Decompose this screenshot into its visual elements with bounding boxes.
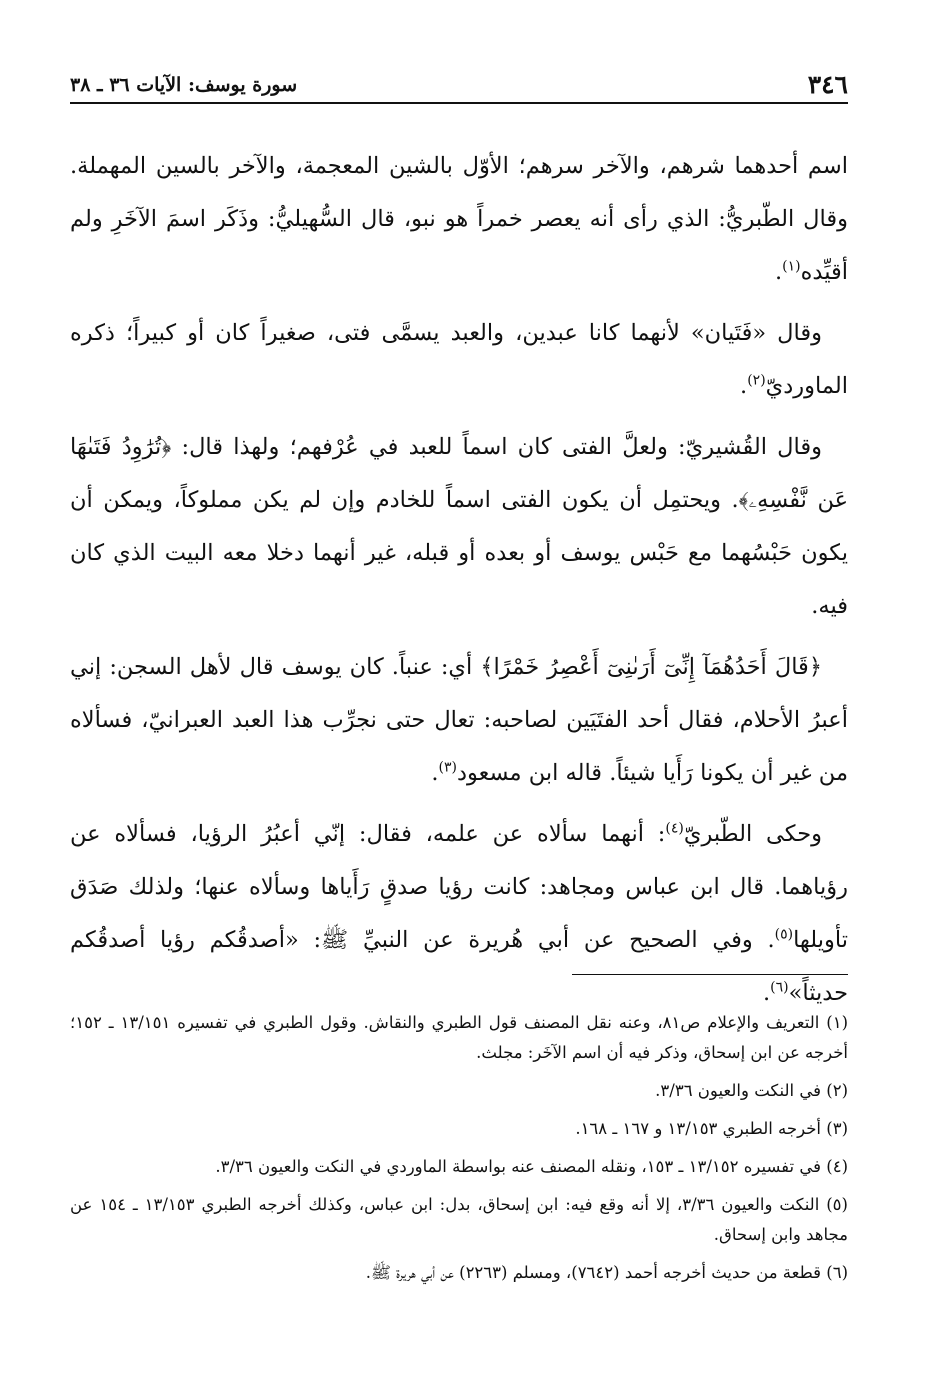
running-title: سورة يوسف: الآيات ٣٦ ـ ٣٨ <box>70 74 298 96</box>
footnote-ref-3: (٣) <box>438 759 457 776</box>
page-number: ٣٤٦ <box>807 70 848 99</box>
footnote-ref-1: (١) <box>782 258 801 275</box>
footnotes <box>70 1008 848 1296</box>
paragraph-5-text-c: . وفي الصحيح عن أبي هُريرة عن النبيِّ ﷺ: «أصدقُكم رؤيا أصدقُكم حديثاً» <box>70 927 848 1006</box>
footnote-3: (٣) أخرجه الطبري ١٣/١٥٣ و ١٦٧ ـ ١٦٨. <box>575 1119 848 1138</box>
main-text <box>70 140 848 1028</box>
page-header <box>70 66 848 100</box>
paragraph-1-text: اسم أحدهما شرهم، والآخر سرهم؛ الأوّل بالشين المعجمة، والآخر بالسين المهملة. وقال الطّبريُّ: الذي رأى أنه يعصر خمراً هو نبو، قال السُّهيليُّ: وذَكَر اسمَ الآخَرِ ولم أقيِّده <box>70 153 848 285</box>
footnote-2: (٢) في النكت والعيون ٣/٣٦. <box>655 1081 848 1100</box>
footnote-ref-5: (٥) <box>774 926 794 943</box>
footnote-1: (١) التعريف والإعلام ص٨١، وعنه نقل المصنف قول الطبري والنقاش. وقول الطبري في تفسيره ١٣/١٥١ ـ ١٥٢؛ أخرجه عن ابن إسحاق، وذكر فيه أن اسم الآخَر: مجلث. <box>70 1013 848 1062</box>
paragraph-3-text: وقال القُشيريّ: ولعلَّ الفتى كان اسماً للعبد في عُرْفهم؛ ولهذا قال: ﴿تُرَٰوِدُ فَتَىٰهَا عَن نَّفْسِهِۦ﴾. ويحتمِل أن يكون الفتى اسماً للخادم وإن لم يكن مملوكاً، ويمكن أن يكون حَبْسُهما مع حَبْس يوسف أو بعده أو قبله، غير أنهما دخلا معه البيت الذي كان فيه. <box>70 434 848 619</box>
paragraph-2-end: . <box>740 373 748 399</box>
paragraph-4-end: . <box>431 760 439 786</box>
footnote-5: (٥) النكت والعيون ٣/٣٦، إلا أنه وقع فيه: ابن إسحاق، بدل: ابن عباس، وكذلك أخرجه الطبري ١٣/١٥٣ ـ ١٥٤ عن مجاهد وابن إسحاق. <box>70 1195 848 1244</box>
footnote-ref-6: (٦) <box>770 979 789 996</box>
paragraph-2 <box>70 307 848 413</box>
footnote-6: (٦) قطعة من حديث أخرجه أحمد (٧٦٤٢)، ومسلم (٢٢٦٣) عن أبي هريرة ﷺ. <box>365 1263 848 1282</box>
paragraph-1-end: . <box>774 259 783 285</box>
paragraph-4 <box>70 641 848 800</box>
footnote-divider <box>572 974 848 975</box>
paragraph-5-text-a: وحكى الطّبريّ <box>683 821 823 847</box>
footnote-4: (٤) في تفسيره ١٣/١٥٢ ـ ١٥٣، ونقله المصنف عنه بواسطة الماوردي في النكت والعيون ٣/٣٦. <box>215 1157 848 1176</box>
paragraph-2-text: وقال «فَتَيان» لأنهما كانا عبدين، والعبد يسمَّى فتى، صغيراً كان أو كبيراً؛ ذكره الماورديّ <box>70 320 848 399</box>
header-divider <box>70 102 848 104</box>
paragraph-5-text-b: : أنهما سألاه عن علمه، فقال: إنّي أعبُرُ الرؤيا، فسألاه عن رؤياهما. قال ابن عباس ومجاهد: كانت رؤيا صدقٍ رَأَياها وسألاه عنها؛ ولذلك صَدَق تأويلها <box>70 821 848 953</box>
paragraph-4-text: ﴿قَالَ أَحَدُهُمَآ إِنِّىٓ أَرَىٰنِىٓ أَعْصِرُ خَمْرًا﴾ أي: عنباً. كان يوسف قال لأهل السجن: إني أعبرُ الأحلام، فقال أحد الفتَيَين لصاحبه: تعال حتى نجرِّب هذا العبد العبرانيّ، فسألاه من غير أن يكونا رَأَيا شيئاً. قاله ابن مسعود <box>70 654 848 786</box>
paragraph-5 <box>70 808 848 1020</box>
paragraph-5-end: . <box>762 980 771 1006</box>
paragraph-1 <box>70 140 848 299</box>
footnote-ref-4: (٤) <box>665 820 684 837</box>
paragraph-3 <box>70 421 848 633</box>
footnote-ref-2: (٢) <box>747 372 766 389</box>
